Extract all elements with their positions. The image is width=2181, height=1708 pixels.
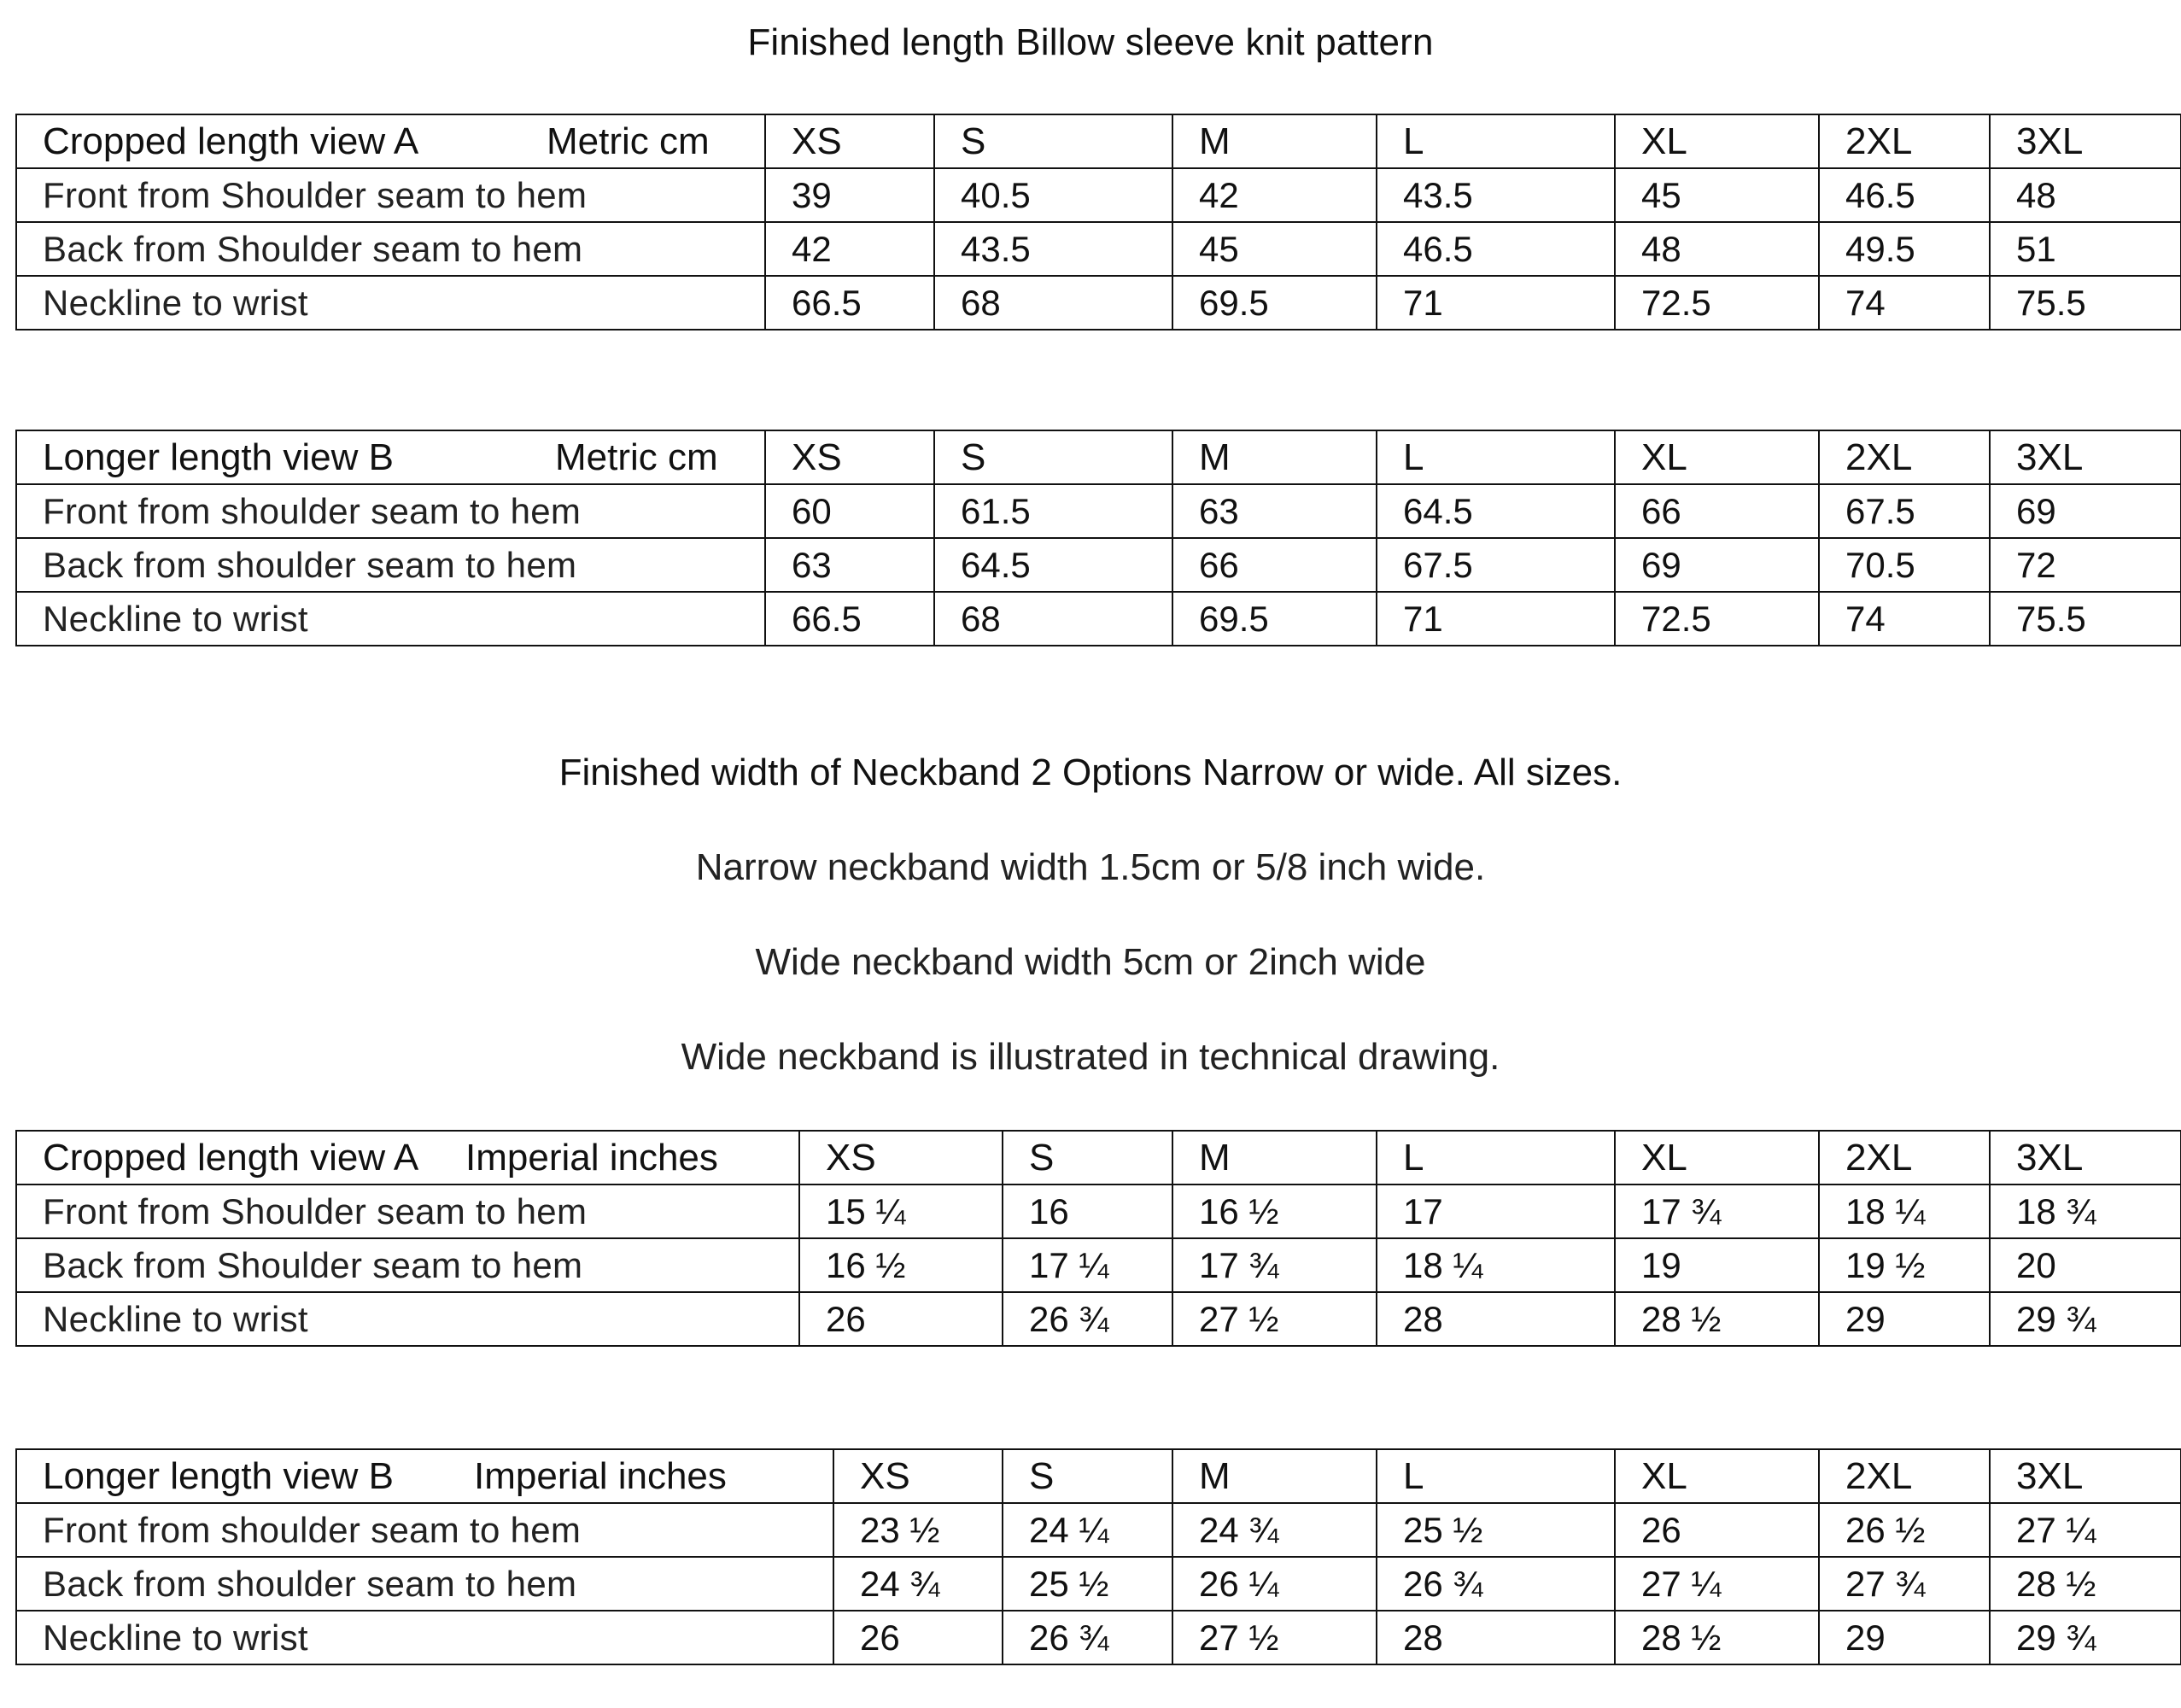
- table-row: [16, 222, 2181, 276]
- size-header-xl: XL: [1615, 430, 1819, 484]
- table-header-row: [16, 430, 2181, 484]
- size-header-3xl: 3XL: [1990, 430, 2181, 484]
- size-table-longer-imperial: [15, 1448, 2181, 1665]
- value-cell: 26 ¾: [1003, 1292, 1172, 1346]
- size-header-xs: XS: [833, 1449, 1003, 1503]
- value-cell: 49.5: [1819, 222, 1990, 276]
- size-header-m: M: [1172, 1131, 1377, 1184]
- value-cell: 20: [1990, 1238, 2181, 1292]
- value-cell: 16 ½: [799, 1238, 1003, 1292]
- row-label: Neckline to wrist: [16, 592, 765, 646]
- value-cell: 69: [1615, 538, 1819, 592]
- value-cell: 24 ¾: [1172, 1503, 1377, 1557]
- value-cell: 45: [1615, 168, 1819, 222]
- value-cell: 28: [1377, 1292, 1615, 1346]
- value-cell: 46.5: [1377, 222, 1615, 276]
- value-cell: 63: [765, 538, 934, 592]
- value-cell: 27 ½: [1172, 1292, 1377, 1346]
- value-cell: 28 ½: [1990, 1557, 2181, 1611]
- value-cell: 18 ¼: [1377, 1238, 1615, 1292]
- size-header-s: S: [1003, 1131, 1172, 1184]
- table-row: [16, 1238, 2181, 1292]
- value-cell: 64.5: [934, 538, 1172, 592]
- value-cell: 69.5: [1172, 592, 1377, 646]
- size-header-xl: XL: [1615, 1449, 1819, 1503]
- value-cell: 26: [1615, 1503, 1819, 1557]
- value-cell: 25 ½: [1377, 1503, 1615, 1557]
- value-cell: 72: [1990, 538, 2181, 592]
- size-table-cropped-metric: [15, 114, 2181, 330]
- page-title: Finished length Billow sleeve knit pattern: [747, 21, 1434, 63]
- value-cell: 29: [1819, 1292, 1990, 1346]
- value-cell: 26: [799, 1292, 1003, 1346]
- value-cell: 71: [1377, 276, 1615, 330]
- table-row: [16, 1557, 2181, 1611]
- value-cell: 27 ¼: [1990, 1503, 2181, 1557]
- table-row: [16, 538, 2181, 592]
- view-label: Longer length view B: [43, 1455, 394, 1497]
- value-cell: 24 ¾: [833, 1557, 1003, 1611]
- value-cell: 42: [765, 222, 934, 276]
- table-header-label: [16, 1449, 833, 1503]
- row-label: Back from shoulder seam to hem: [16, 538, 765, 592]
- size-header-s: S: [934, 114, 1172, 168]
- value-cell: 29 ¾: [1990, 1611, 2181, 1664]
- table-header-label: [16, 430, 765, 484]
- value-cell: 16: [1003, 1184, 1172, 1238]
- view-label: Cropped length view A: [43, 120, 419, 162]
- value-cell: 67.5: [1377, 538, 1615, 592]
- value-cell: 64.5: [1377, 484, 1615, 538]
- wide-neckband-note: Wide neckband width 5cm or 2inch wide: [755, 941, 1426, 983]
- size-header-xl: XL: [1615, 114, 1819, 168]
- table-row: [16, 592, 2181, 646]
- unit-label: Metric cm: [555, 436, 718, 478]
- value-cell: 19: [1615, 1238, 1819, 1292]
- value-cell: 26 ¾: [1377, 1557, 1615, 1611]
- value-cell: 66.5: [765, 276, 934, 330]
- value-cell: 72.5: [1615, 276, 1819, 330]
- value-cell: 15 ¼: [799, 1184, 1003, 1238]
- size-header-l: L: [1377, 1131, 1615, 1184]
- value-cell: 74: [1819, 592, 1990, 646]
- unit-label: Imperial inches: [474, 1455, 727, 1497]
- value-cell: 28: [1377, 1611, 1615, 1664]
- value-cell: 43.5: [1377, 168, 1615, 222]
- size-table-longer-metric: [15, 430, 2181, 646]
- value-cell: 75.5: [1990, 592, 2181, 646]
- value-cell: 68: [934, 276, 1172, 330]
- value-cell: 16 ½: [1172, 1184, 1377, 1238]
- value-cell: 17 ¾: [1615, 1184, 1819, 1238]
- value-cell: 66: [1172, 538, 1377, 592]
- value-cell: 67.5: [1819, 484, 1990, 538]
- value-cell: 26: [833, 1611, 1003, 1664]
- size-header-3xl: 3XL: [1990, 114, 2181, 168]
- value-cell: 66: [1615, 484, 1819, 538]
- table-header-row: [16, 1131, 2181, 1184]
- row-label: Back from Shoulder seam to hem: [16, 1238, 799, 1292]
- value-cell: 72.5: [1615, 592, 1819, 646]
- narrow-neckband-note: Narrow neckband width 1.5cm or 5/8 inch wide.: [695, 846, 1486, 888]
- value-cell: 17 ¾: [1172, 1238, 1377, 1292]
- size-header-3xl: 3XL: [1990, 1131, 2181, 1184]
- size-header-xs: XS: [765, 430, 934, 484]
- value-cell: 26 ½: [1819, 1503, 1990, 1557]
- row-label: Neckline to wrist: [16, 276, 765, 330]
- value-cell: 51: [1990, 222, 2181, 276]
- table-row: [16, 1611, 2181, 1664]
- size-header-l: L: [1377, 430, 1615, 484]
- size-header-s: S: [1003, 1449, 1172, 1503]
- size-header-xl: XL: [1615, 1131, 1819, 1184]
- size-header-l: L: [1377, 114, 1615, 168]
- value-cell: 68: [934, 592, 1172, 646]
- value-cell: 23 ½: [833, 1503, 1003, 1557]
- unit-label: Imperial inches: [465, 1137, 718, 1179]
- value-cell: 19 ½: [1819, 1238, 1990, 1292]
- row-label: Neckline to wrist: [16, 1292, 799, 1346]
- value-cell: 29: [1819, 1611, 1990, 1664]
- row-label: Front from shoulder seam to hem: [16, 1503, 833, 1557]
- size-header-2xl: 2XL: [1819, 1449, 1990, 1503]
- table-row: [16, 1184, 2181, 1238]
- row-label: Front from shoulder seam to hem: [16, 484, 765, 538]
- value-cell: 63: [1172, 484, 1377, 538]
- value-cell: 28 ½: [1615, 1292, 1819, 1346]
- table-row: [16, 1292, 2181, 1346]
- value-cell: 48: [1615, 222, 1819, 276]
- value-cell: 26 ¼: [1172, 1557, 1377, 1611]
- value-cell: 18 ¼: [1819, 1184, 1990, 1238]
- value-cell: 69.5: [1172, 276, 1377, 330]
- table-header-label: [16, 114, 765, 168]
- size-header-m: M: [1172, 1449, 1377, 1503]
- value-cell: 61.5: [934, 484, 1172, 538]
- row-label: Front from Shoulder seam to hem: [16, 1184, 799, 1238]
- value-cell: 17 ¼: [1003, 1238, 1172, 1292]
- unit-label: Metric cm: [547, 120, 710, 162]
- value-cell: 42: [1172, 168, 1377, 222]
- value-cell: 69: [1990, 484, 2181, 538]
- value-cell: 74: [1819, 276, 1990, 330]
- size-header-s: S: [934, 430, 1172, 484]
- table-header-row: [16, 114, 2181, 168]
- size-header-2xl: 2XL: [1819, 114, 1990, 168]
- value-cell: 17: [1377, 1184, 1615, 1238]
- size-header-xs: XS: [799, 1131, 1003, 1184]
- size-header-xs: XS: [765, 114, 934, 168]
- value-cell: 18 ¾: [1990, 1184, 2181, 1238]
- size-header-2xl: 2XL: [1819, 1131, 1990, 1184]
- size-header-2xl: 2XL: [1819, 430, 1990, 484]
- value-cell: 66.5: [765, 592, 934, 646]
- illustration-note: Wide neckband is illustrated in technical drawing.: [681, 1036, 1500, 1078]
- table-header-label: [16, 1131, 799, 1184]
- value-cell: 26 ¾: [1003, 1611, 1172, 1664]
- value-cell: 27 ¾: [1819, 1557, 1990, 1611]
- value-cell: 48: [1990, 168, 2181, 222]
- value-cell: 39: [765, 168, 934, 222]
- row-label: Back from shoulder seam to hem: [16, 1557, 833, 1611]
- size-header-3xl: 3XL: [1990, 1449, 2181, 1503]
- row-label: Back from Shoulder seam to hem: [16, 222, 765, 276]
- table-row: [16, 1503, 2181, 1557]
- value-cell: 60: [765, 484, 934, 538]
- value-cell: 43.5: [934, 222, 1172, 276]
- table-header-row: [16, 1449, 2181, 1503]
- table-row: [16, 484, 2181, 538]
- table-row: [16, 168, 2181, 222]
- size-table-cropped-imperial: [15, 1130, 2181, 1347]
- value-cell: 71: [1377, 592, 1615, 646]
- table-row: [16, 276, 2181, 330]
- neckband-heading: Finished width of Neckband 2 Options Narrow or wide. All sizes.: [558, 752, 1623, 793]
- size-header-l: L: [1377, 1449, 1615, 1503]
- value-cell: 27 ¼: [1615, 1557, 1819, 1611]
- view-label: Longer length view B: [43, 436, 394, 478]
- value-cell: 24 ¼: [1003, 1503, 1172, 1557]
- value-cell: 70.5: [1819, 538, 1990, 592]
- value-cell: 75.5: [1990, 276, 2181, 330]
- value-cell: 29 ¾: [1990, 1292, 2181, 1346]
- view-label: Cropped length view A: [43, 1137, 419, 1179]
- value-cell: 45: [1172, 222, 1377, 276]
- row-label: Front from Shoulder seam to hem: [16, 168, 765, 222]
- size-header-m: M: [1172, 114, 1377, 168]
- value-cell: 25 ½: [1003, 1557, 1172, 1611]
- value-cell: 27 ½: [1172, 1611, 1377, 1664]
- value-cell: 40.5: [934, 168, 1172, 222]
- row-label: Neckline to wrist: [16, 1611, 833, 1664]
- value-cell: 46.5: [1819, 168, 1990, 222]
- size-header-m: M: [1172, 430, 1377, 484]
- value-cell: 28 ½: [1615, 1611, 1819, 1664]
